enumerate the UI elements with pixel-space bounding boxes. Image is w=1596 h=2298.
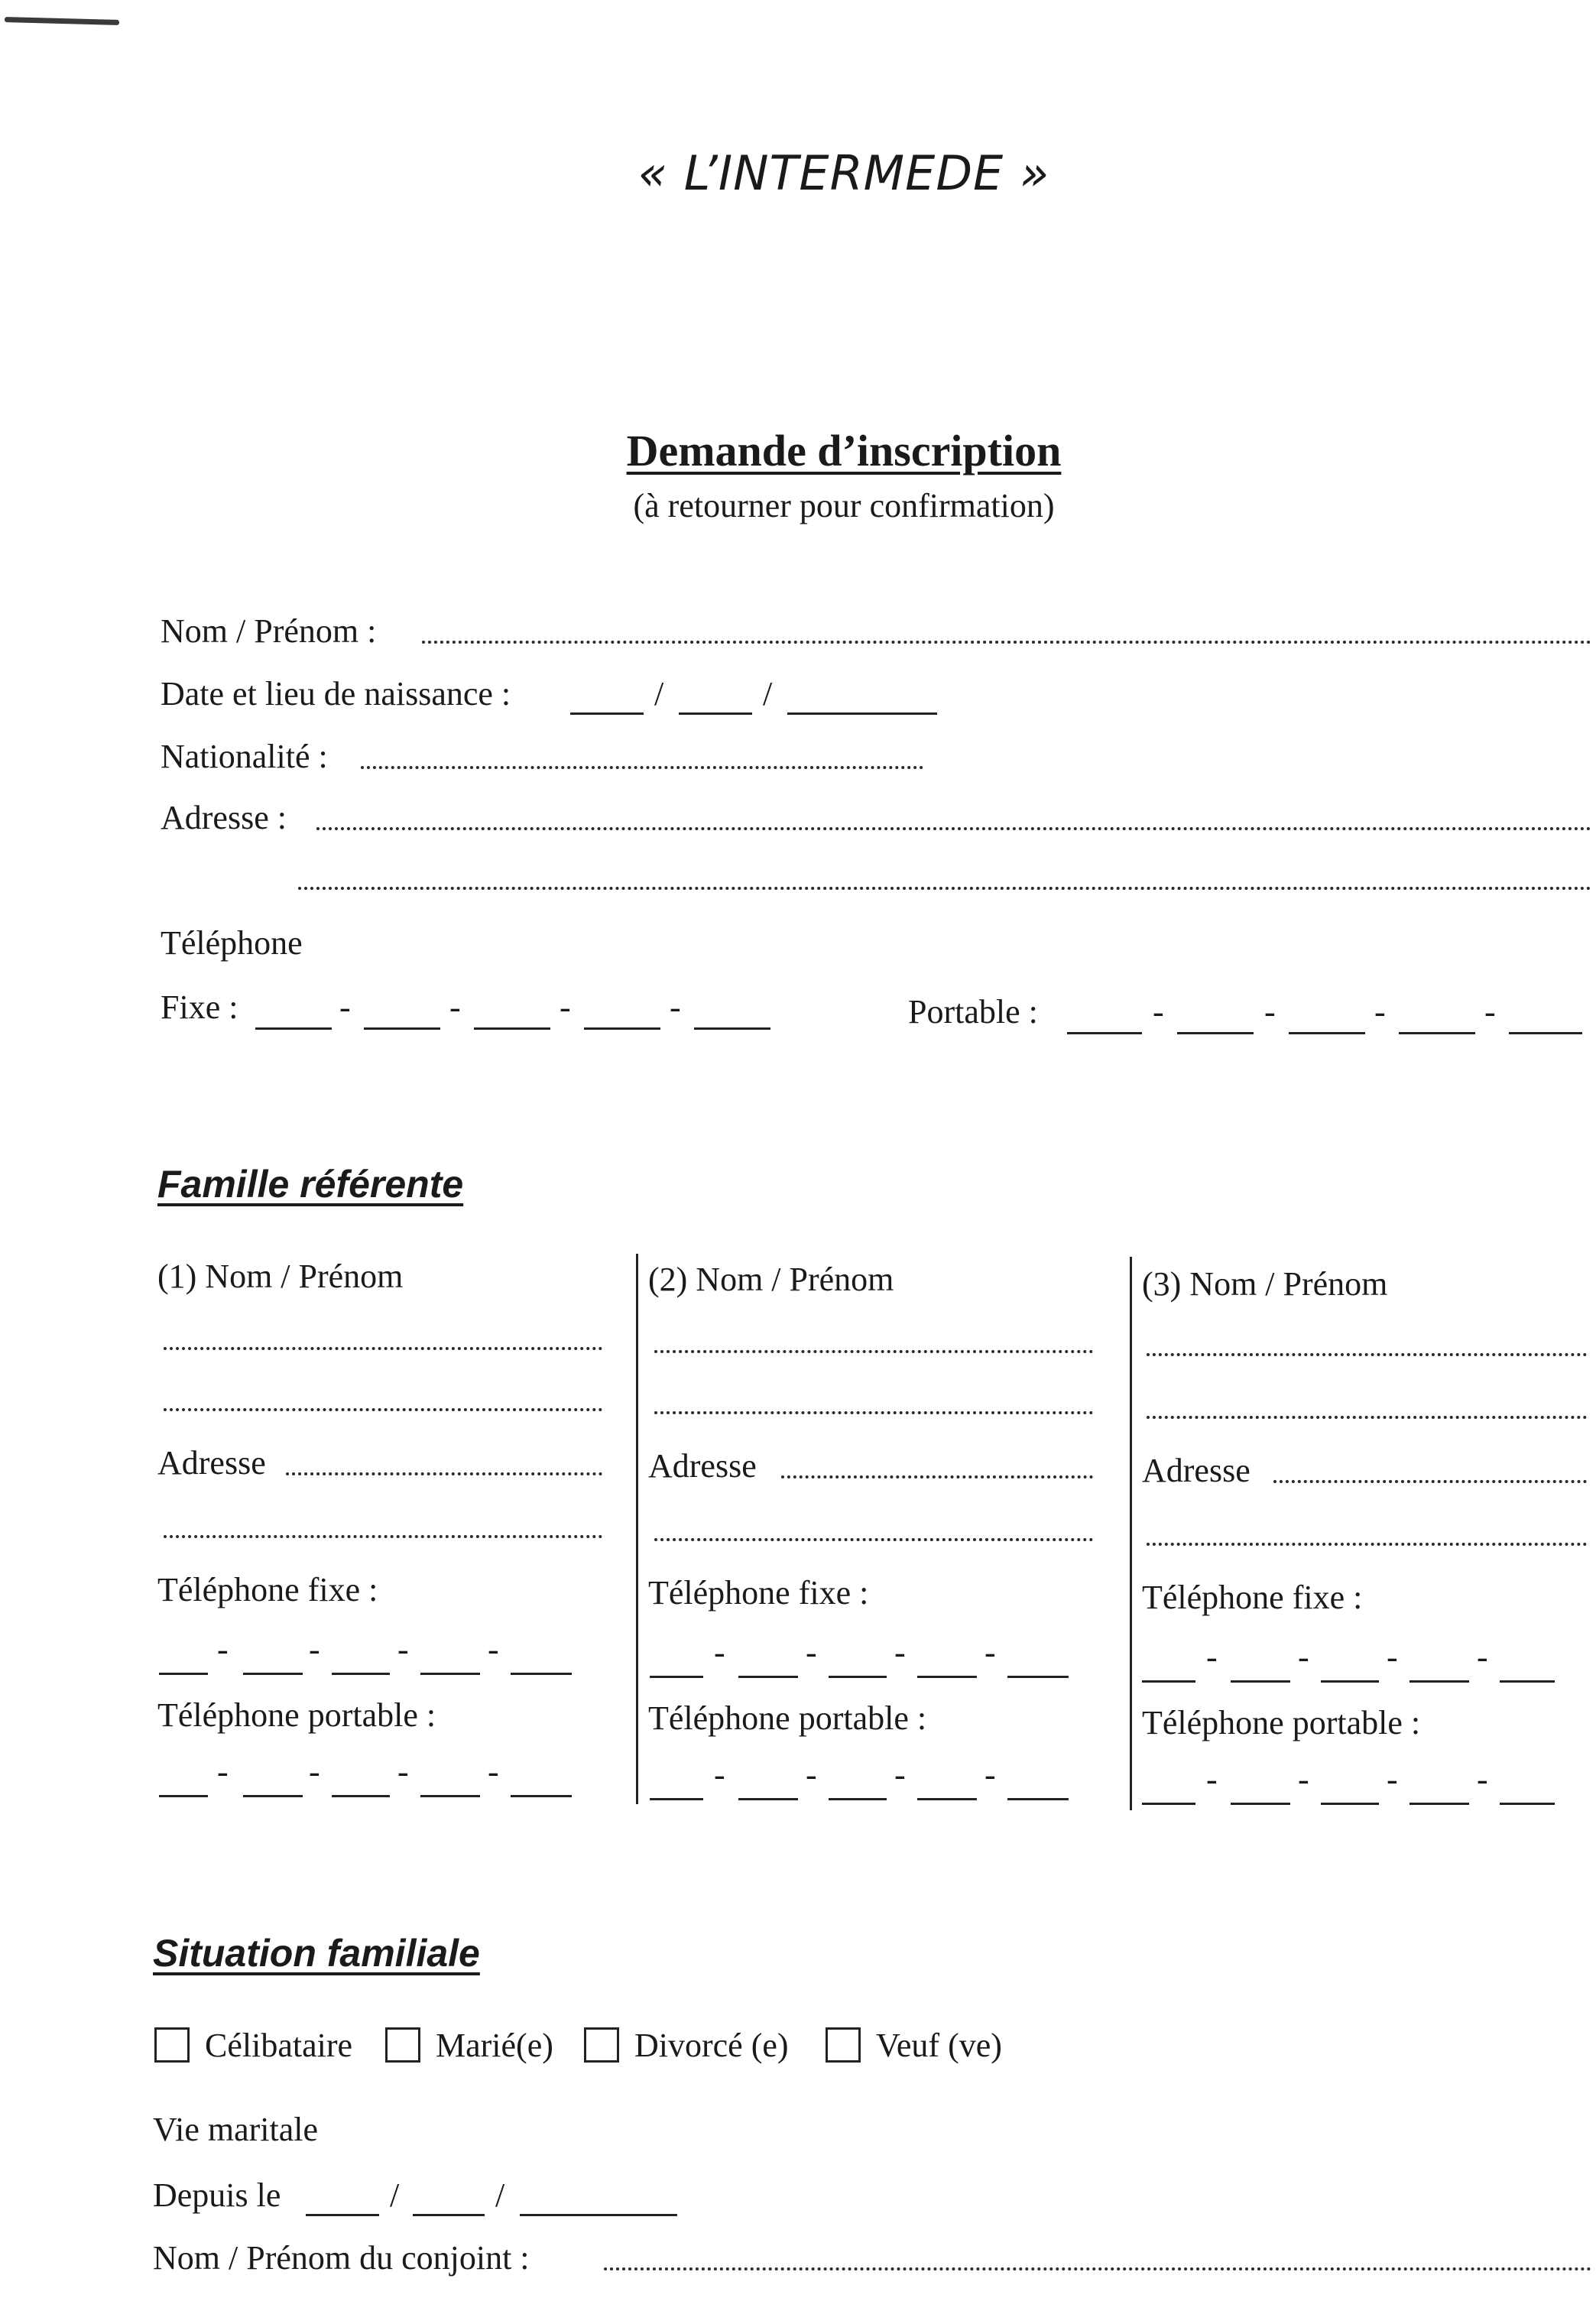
- since-label: Depuis le: [153, 2176, 281, 2214]
- dash: -: [1298, 1638, 1309, 1676]
- referent-family-title: Famille référente: [157, 1163, 464, 1206]
- phone-part[interactable]: [511, 1795, 572, 1797]
- referent-1-address-line-2[interactable]: [164, 1535, 602, 1538]
- married-checkbox[interactable]: [385, 2027, 420, 2063]
- form-title: Demande d’inscription: [626, 426, 1062, 476]
- referent-2-address-line-2[interactable]: [654, 1538, 1093, 1541]
- phone-part[interactable]: [1231, 1680, 1290, 1683]
- address-field-line-2[interactable]: [298, 887, 1591, 890]
- referent-2-name-label: (2) Nom / Prénom: [648, 1261, 894, 1298]
- phone-part[interactable]: [243, 1795, 303, 1797]
- referent-3-name-label: (3) Nom / Prénom: [1142, 1265, 1388, 1303]
- dash: -: [714, 1756, 725, 1793]
- phone-part[interactable]: [511, 1673, 572, 1675]
- name-label: Nom / Prénom :: [161, 612, 377, 650]
- birth-month-field[interactable]: [679, 712, 752, 715]
- column-divider-1: [636, 1254, 638, 1804]
- mobile-label: Portable :: [908, 993, 1038, 1031]
- referent-2-name-line-2[interactable]: [654, 1411, 1093, 1414]
- phone-part[interactable]: [1007, 1676, 1069, 1678]
- phone-part[interactable]: [738, 1798, 798, 1800]
- referent-3-address-label: Adresse: [1142, 1452, 1251, 1489]
- phone-part[interactable]: [650, 1676, 703, 1678]
- phone-part[interactable]: [159, 1673, 208, 1675]
- since-month-field[interactable]: [413, 2214, 485, 2216]
- dash: -: [714, 1634, 725, 1671]
- mobile-part-5[interactable]: [1509, 1032, 1582, 1034]
- widowed-option-label: Veuf (ve): [876, 2027, 1002, 2064]
- dash: -: [1153, 993, 1164, 1031]
- dash: -: [217, 1753, 229, 1790]
- referent-1-name-line-1[interactable]: [164, 1347, 602, 1350]
- birth-year-field[interactable]: [787, 712, 937, 715]
- dash: -: [397, 1753, 409, 1790]
- phone-part[interactable]: [332, 1795, 390, 1797]
- referent-2-address-label: Adresse: [648, 1447, 757, 1485]
- divorced-option-label: Divorcé (e): [634, 2027, 789, 2064]
- dash: -: [449, 988, 461, 1026]
- family-situation-title: Situation familiale: [153, 1932, 480, 1975]
- referent-3-name-line-1[interactable]: [1147, 1353, 1587, 1356]
- referent-3-address-line-1[interactable]: [1273, 1480, 1587, 1483]
- phone-part[interactable]: [917, 1798, 977, 1800]
- referent-1-landline-label: Téléphone fixe :: [157, 1571, 378, 1608]
- phone-part[interactable]: [917, 1676, 977, 1678]
- referent-2-address-line-1[interactable]: [781, 1475, 1093, 1478]
- dash: -: [488, 1753, 499, 1790]
- since-slash-2: /: [495, 2176, 505, 2214]
- dash: -: [309, 1631, 320, 1668]
- dash: -: [397, 1631, 409, 1668]
- phone-part[interactable]: [1409, 1803, 1469, 1805]
- nationality-field[interactable]: [361, 766, 923, 769]
- spouse-name-label: Nom / Prénom du conjoint :: [153, 2239, 530, 2277]
- phone-part[interactable]: [1007, 1798, 1069, 1800]
- married-option-label: Marié(e): [436, 2027, 553, 2064]
- mobile-part-4[interactable]: [1399, 1032, 1475, 1034]
- dash: -: [670, 988, 681, 1026]
- phone-part[interactable]: [1500, 1803, 1555, 1805]
- widowed-checkbox[interactable]: [826, 2027, 861, 2063]
- referent-3-landline-label: Téléphone fixe :: [1142, 1579, 1363, 1616]
- phone-part[interactable]: [738, 1676, 798, 1678]
- form-subtitle: (à retourner pour confirmation): [633, 487, 1055, 524]
- referent-3-address-line-2[interactable]: [1147, 1543, 1587, 1546]
- dash: -: [488, 1631, 499, 1668]
- dash: -: [1387, 1761, 1398, 1798]
- phone-part[interactable]: [1321, 1680, 1379, 1683]
- spouse-name-field[interactable]: [604, 2267, 1591, 2270]
- phone-part[interactable]: [420, 1673, 480, 1675]
- dash: -: [985, 1756, 996, 1793]
- divorced-checkbox[interactable]: [584, 2027, 619, 2063]
- column-divider-2: [1130, 1257, 1132, 1810]
- dash: -: [1206, 1761, 1218, 1798]
- landline-part-5[interactable]: [694, 1027, 770, 1030]
- landline-label: Fixe :: [161, 988, 238, 1026]
- dash: -: [1206, 1638, 1218, 1676]
- single-checkbox[interactable]: [154, 2027, 190, 2063]
- mobile-part-3[interactable]: [1289, 1032, 1365, 1034]
- phone-part[interactable]: [829, 1798, 887, 1800]
- birth-slash-1: /: [654, 675, 664, 712]
- dash: -: [985, 1634, 996, 1671]
- referent-1-mobile-label: Téléphone portable :: [157, 1696, 436, 1734]
- dash: -: [1264, 993, 1276, 1031]
- landline-part-2[interactable]: [364, 1027, 440, 1030]
- phone-part[interactable]: [1500, 1680, 1555, 1683]
- since-slash-1: /: [390, 2176, 400, 2214]
- phone-part[interactable]: [1142, 1680, 1195, 1683]
- referent-1-address-line-1[interactable]: [286, 1472, 602, 1475]
- referent-1-address-label: Adresse: [157, 1444, 266, 1482]
- referent-2-name-line-1[interactable]: [654, 1350, 1093, 1353]
- phone-heading: Téléphone: [161, 924, 303, 962]
- birth-day-field[interactable]: [570, 712, 644, 715]
- dash: -: [1477, 1638, 1488, 1676]
- birth-slash-2: /: [763, 675, 773, 712]
- referent-3-mobile-label: Téléphone portable :: [1142, 1704, 1421, 1741]
- dash: -: [1484, 993, 1496, 1031]
- landline-part-4[interactable]: [584, 1027, 660, 1030]
- referent-1-name-label: (1) Nom / Prénom: [157, 1258, 404, 1295]
- referent-3-name-line-2[interactable]: [1147, 1416, 1587, 1419]
- phone-part[interactable]: [243, 1673, 303, 1675]
- landline-part-1[interactable]: [255, 1027, 332, 1030]
- referent-2-mobile-label: Téléphone portable :: [648, 1699, 927, 1737]
- dash: -: [217, 1631, 229, 1668]
- nationality-label: Nationalité :: [161, 738, 328, 775]
- phone-part[interactable]: [1409, 1680, 1469, 1683]
- phone-part[interactable]: [1142, 1803, 1195, 1805]
- landline-part-3[interactable]: [474, 1027, 550, 1030]
- dash: -: [309, 1753, 320, 1790]
- dash: -: [1374, 993, 1386, 1031]
- scan-mark: [5, 17, 119, 25]
- referent-1-name-line-2[interactable]: [164, 1408, 602, 1411]
- phone-part[interactable]: [159, 1795, 208, 1797]
- mobile-part-2[interactable]: [1177, 1032, 1254, 1034]
- phone-part[interactable]: [829, 1676, 887, 1678]
- phone-part[interactable]: [1231, 1803, 1290, 1805]
- dash: -: [339, 988, 351, 1026]
- phone-part[interactable]: [650, 1798, 703, 1800]
- dash: -: [1387, 1638, 1398, 1676]
- referent-2-landline-label: Téléphone fixe :: [648, 1574, 869, 1612]
- since-day-field[interactable]: [306, 2214, 379, 2216]
- phone-part[interactable]: [420, 1795, 480, 1797]
- single-option-label: Célibataire: [205, 2027, 353, 2064]
- birth-label: Date et lieu de naissance :: [161, 675, 511, 712]
- dash: -: [1477, 1761, 1488, 1798]
- organization-title: « L’INTERMEDE »: [637, 145, 1050, 201]
- phone-part[interactable]: [1321, 1803, 1379, 1805]
- dash: -: [894, 1634, 906, 1671]
- name-field[interactable]: [422, 641, 1591, 644]
- address-field-line-1[interactable]: [316, 827, 1591, 830]
- dash: -: [1298, 1761, 1309, 1798]
- dash: -: [806, 1756, 817, 1793]
- address-label: Adresse :: [161, 799, 287, 836]
- marital-life-label: Vie maritale: [153, 2111, 319, 2148]
- dash: -: [894, 1756, 906, 1793]
- phone-part[interactable]: [332, 1673, 390, 1675]
- dash: -: [560, 988, 571, 1026]
- since-year-field[interactable]: [520, 2214, 677, 2216]
- dash: -: [806, 1634, 817, 1671]
- mobile-part-1[interactable]: [1067, 1032, 1142, 1034]
